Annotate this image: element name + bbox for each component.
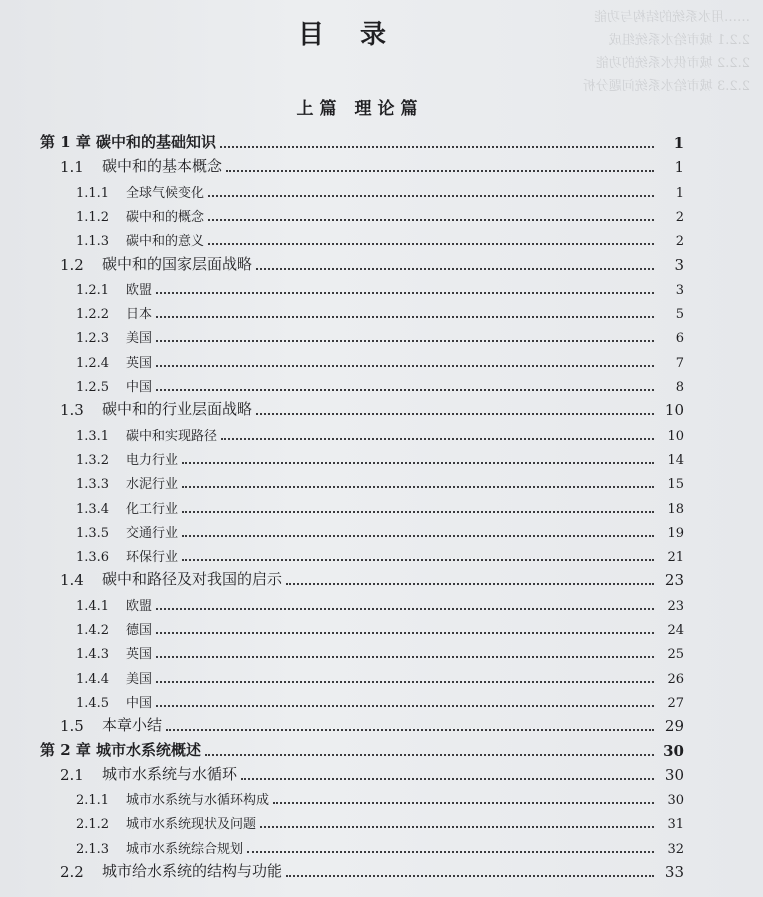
toc-entry-page: 25 bbox=[667, 647, 684, 663]
dot-leader bbox=[286, 865, 654, 877]
toc-entry-page: 7 bbox=[675, 355, 684, 371]
toc-entry[interactable] bbox=[76, 614, 684, 638]
toc-entry-number: 1.3.4 bbox=[76, 501, 110, 517]
toc-entry[interactable] bbox=[76, 590, 684, 614]
dot-leader bbox=[156, 598, 654, 610]
dot-leader bbox=[156, 330, 654, 342]
toc-entry-label: 城市水系统综合规划 bbox=[126, 841, 244, 857]
toc-entry-label: 城市水系统概述 bbox=[96, 740, 202, 759]
toc-entry[interactable] bbox=[76, 638, 684, 662]
toc-entry[interactable] bbox=[76, 468, 684, 492]
toc-entry[interactable] bbox=[76, 420, 684, 444]
toc-entry-number: 1.2.5 bbox=[76, 380, 110, 395]
toc-entry-label: 日本 bbox=[126, 307, 153, 323]
toc-entry-page: 6 bbox=[675, 331, 684, 347]
toc-entry-label: 碳中和实现路径 bbox=[126, 428, 218, 444]
toc-entry-number: 1.3.6 bbox=[76, 550, 110, 566]
toc-entry-label: 环保行业 bbox=[126, 550, 179, 566]
toc-entry-number: 1.1.3 bbox=[76, 234, 110, 250]
dot-leader bbox=[156, 622, 654, 634]
toc-entry-number: 1.2.1 bbox=[76, 282, 110, 298]
toc-entry-page: 31 bbox=[667, 817, 684, 833]
toc-entry-label: 碳中和的基本概念 bbox=[102, 157, 223, 176]
toc-entry-label: 城市水系统与水循环 bbox=[102, 764, 238, 783]
toc-entry-label: 英国 bbox=[126, 355, 153, 371]
toc-entry-number: 1.2.4 bbox=[76, 355, 110, 371]
dot-leader bbox=[221, 428, 654, 440]
toc-entry-page: 30 bbox=[663, 741, 684, 760]
toc-entry-label: 碳中和的意义 bbox=[126, 234, 205, 250]
dot-leader bbox=[226, 160, 654, 172]
toc-entry-label: 本章小结 bbox=[102, 716, 163, 735]
toc-entry-number: 2.2 bbox=[60, 863, 84, 881]
toc-entry-page: 15 bbox=[667, 477, 684, 493]
toc-entry-number: 1.4.4 bbox=[76, 671, 110, 687]
toc-entry-number: 1.3.5 bbox=[76, 525, 110, 541]
toc-entry-page: 3 bbox=[675, 282, 684, 298]
toc-entry-label: 美国 bbox=[126, 671, 153, 687]
toc-entry-page: 26 bbox=[667, 671, 684, 687]
toc-entry-number: 2.1 bbox=[60, 765, 84, 784]
toc-entry-number: 1.5 bbox=[60, 717, 84, 736]
toc-entry[interactable] bbox=[76, 225, 684, 249]
dot-leader bbox=[156, 355, 654, 367]
toc-entry-page: 33 bbox=[664, 863, 684, 881]
dot-leader bbox=[256, 403, 654, 415]
toc-entry-page: 2 bbox=[675, 234, 684, 250]
toc-entry-page: 32 bbox=[667, 841, 684, 857]
toc-entry[interactable] bbox=[60, 395, 684, 419]
toc-entry-number: 1.2.3 bbox=[76, 331, 110, 347]
toc-entry[interactable] bbox=[60, 250, 684, 274]
toc-entry[interactable] bbox=[76, 517, 684, 541]
toc-title: 目录 bbox=[297, 20, 422, 50]
dot-leader bbox=[156, 646, 654, 658]
toc-entry-number: 1.4 bbox=[60, 571, 84, 590]
dot-leader bbox=[182, 525, 654, 537]
toc-entry-page: 1 bbox=[674, 158, 684, 177]
toc-entry-page: 19 bbox=[667, 525, 684, 541]
toc-entry[interactable] bbox=[76, 274, 684, 298]
toc-entry[interactable] bbox=[76, 322, 684, 346]
toc-entry-number: 1.4.1 bbox=[76, 598, 110, 614]
toc-entry-number: 1.1 bbox=[60, 158, 84, 177]
toc-entry-label: 中国 bbox=[126, 695, 153, 711]
toc-entry-label: 城市水系统与水循环构成 bbox=[126, 793, 270, 809]
dot-leader bbox=[156, 306, 654, 318]
toc-entry-page: 2 bbox=[675, 209, 684, 225]
toc-entry-label: 美国 bbox=[126, 331, 153, 347]
dot-leader bbox=[182, 452, 654, 464]
toc-entry-number: 1.1.1 bbox=[76, 185, 110, 201]
toc-entry-number: 1.3.2 bbox=[76, 452, 110, 468]
toc-entry-label: 欧盟 bbox=[126, 598, 153, 614]
dot-leader bbox=[166, 719, 654, 731]
dot-leader bbox=[256, 258, 654, 270]
toc-entry-page: 27 bbox=[667, 695, 684, 711]
toc-entry[interactable] bbox=[76, 784, 684, 808]
toc-entry-number: 1.3 bbox=[60, 401, 84, 420]
toc-entry[interactable] bbox=[76, 808, 684, 832]
toc-entry-number: 1.2 bbox=[60, 255, 84, 274]
toc-entry-page: 24 bbox=[667, 623, 684, 638]
toc-entry-label: 德国 bbox=[126, 623, 153, 638]
toc-entry-page: 8 bbox=[675, 380, 684, 395]
toc-entry[interactable] bbox=[40, 128, 684, 152]
toc-entry-label: 水泥行业 bbox=[126, 477, 179, 493]
part-title: 上篇 理论篇 bbox=[296, 99, 424, 119]
toc-entry-number: 1.1.2 bbox=[76, 209, 110, 225]
toc-entry-page: 3 bbox=[674, 255, 684, 274]
dot-leader bbox=[182, 549, 654, 561]
dot-leader bbox=[156, 379, 654, 391]
toc-entry-number: 2.1.3 bbox=[76, 841, 110, 857]
dot-leader bbox=[260, 816, 654, 828]
dot-leader bbox=[286, 573, 654, 585]
toc-entry-page: 1 bbox=[673, 134, 684, 152]
dot-leader bbox=[273, 792, 654, 804]
toc-entry-label: 碳中和的概念 bbox=[126, 209, 205, 225]
toc-entry[interactable] bbox=[60, 857, 684, 881]
toc-entry-number: 1.3.3 bbox=[76, 477, 110, 493]
toc-entry-label: 全球气候变化 bbox=[126, 185, 205, 201]
toc-entry-page: 18 bbox=[667, 501, 684, 517]
toc-entry-page: 21 bbox=[667, 550, 684, 566]
toc-entry-label: 碳中和的基础知识 bbox=[96, 133, 217, 151]
toc-entry[interactable] bbox=[60, 152, 684, 176]
toc-entry[interactable] bbox=[40, 736, 684, 760]
toc-entry-page: 10 bbox=[667, 428, 684, 444]
dot-leader bbox=[182, 501, 654, 513]
dot-leader bbox=[241, 768, 654, 780]
dot-leader bbox=[247, 841, 654, 853]
toc-entry-label: 碳中和的国家层面战略 bbox=[102, 254, 253, 273]
toc-entry-page: 23 bbox=[664, 571, 684, 590]
toc-entry-number: 1.2.2 bbox=[76, 307, 110, 323]
dot-leader bbox=[182, 476, 654, 488]
toc-entry[interactable] bbox=[76, 298, 684, 322]
dot-leader bbox=[220, 136, 654, 148]
toc-entry[interactable] bbox=[76, 201, 684, 225]
toc-entry-label: 城市水系统现状及问题 bbox=[126, 817, 257, 833]
dot-leader bbox=[156, 282, 654, 294]
toc-entry-label: 碳中和的行业层面战略 bbox=[102, 400, 253, 419]
toc-entry[interactable] bbox=[76, 687, 684, 711]
toc-entry-label: 化工行业 bbox=[126, 501, 179, 517]
bleed-through-text: ……用水系统的结构与功能 2.2.1 城市给水系统组成 2.2.2 城市供水系统的功能 2.2.3 城市给水系统问题分析 bbox=[582, 10, 750, 94]
toc-entry-number: 第 2 章 bbox=[40, 740, 91, 759]
toc-entry-label: 电力行业 bbox=[126, 452, 179, 468]
dot-leader bbox=[156, 695, 654, 707]
toc-entry-number: 1.4.5 bbox=[76, 695, 110, 711]
toc-entry-page: 10 bbox=[664, 401, 684, 420]
toc-entry[interactable] bbox=[76, 833, 684, 857]
dot-leader bbox=[208, 185, 654, 197]
toc-entry[interactable] bbox=[76, 177, 684, 201]
dot-leader bbox=[156, 671, 654, 683]
toc-entry-page: 30 bbox=[667, 793, 684, 809]
toc-entry[interactable] bbox=[60, 565, 684, 589]
dot-leader bbox=[205, 744, 654, 756]
toc-entry[interactable] bbox=[76, 663, 684, 687]
dot-leader bbox=[208, 233, 654, 245]
toc-entry[interactable] bbox=[76, 493, 684, 517]
toc-entry-page: 29 bbox=[664, 717, 684, 736]
toc-entry-number: 1.4.3 bbox=[76, 647, 110, 663]
toc-entry-label: 交通行业 bbox=[126, 525, 179, 541]
toc-entry-page: 1 bbox=[675, 185, 684, 201]
toc-entry-label: 中国 bbox=[126, 380, 153, 395]
toc-entry[interactable] bbox=[76, 371, 684, 395]
toc-entry-number: 1.4.2 bbox=[76, 623, 110, 638]
toc-entry-label: 城市给水系统的结构与功能 bbox=[102, 862, 283, 880]
toc-entry[interactable] bbox=[76, 541, 684, 565]
toc-entry-number: 第 1 章 bbox=[40, 133, 91, 151]
dot-leader bbox=[208, 209, 654, 221]
toc-entry[interactable] bbox=[76, 347, 684, 371]
toc-entry[interactable] bbox=[60, 711, 684, 735]
toc-entry-number: 2.1.1 bbox=[76, 793, 110, 809]
toc-entry-label: 碳中和路径及对我国的启示 bbox=[102, 570, 283, 589]
toc-entry[interactable] bbox=[76, 444, 684, 468]
toc-entry-label: 欧盟 bbox=[126, 282, 153, 298]
toc-entry-label: 英国 bbox=[126, 647, 153, 663]
toc-entry-page: 14 bbox=[667, 452, 684, 468]
toc-entry-page: 5 bbox=[675, 307, 684, 323]
toc-entry[interactable] bbox=[60, 760, 684, 784]
toc-entry-page: 23 bbox=[667, 598, 684, 614]
toc-entry-number: 2.1.2 bbox=[76, 817, 110, 833]
toc-entry-number: 1.3.1 bbox=[76, 428, 110, 444]
toc-entry-page: 30 bbox=[664, 765, 684, 784]
